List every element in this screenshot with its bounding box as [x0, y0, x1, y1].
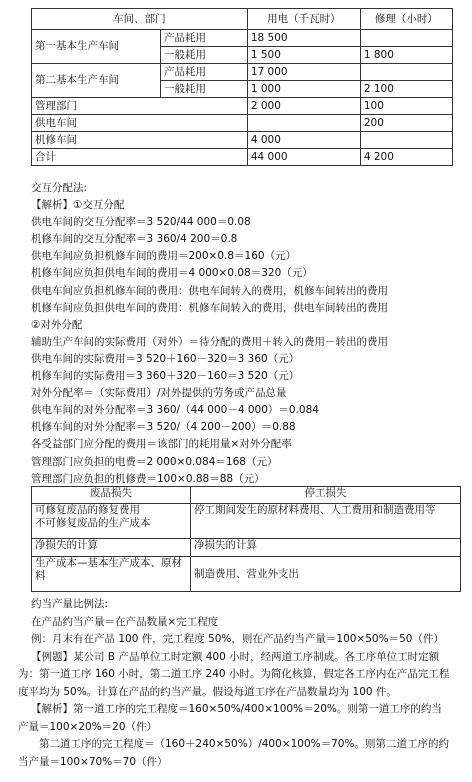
text-line: 供电车间应负担机修车间的费用：供电车间转入的费用，机修车间转出的费用 — [31, 284, 388, 297]
loss-cell: 停工期间发生的原材料费用、人工费用和制造费用等 — [191, 504, 461, 539]
dept-cell: 第一基本生产车间 — [32, 30, 161, 64]
text-line: 供电车间应负担机修车间的费用＝200×0.8＝160（元） — [31, 250, 297, 263]
loss-cell: 净损失的计算 — [32, 539, 191, 557]
repair-cell: 4 200 — [360, 149, 452, 166]
text-line: 管理部门应负担的机修费＝100×0.88＝88（元） — [31, 472, 265, 485]
text-line: 交互分配法: — [31, 182, 88, 194]
header-power: 用电（千瓦时） — [247, 9, 360, 30]
header-repair: 修理（小时） — [360, 9, 452, 30]
sub-cell: 一般耗用 — [161, 81, 248, 98]
utility-allocation-table — [31, 8, 453, 166]
dept-cell: 合计 — [32, 149, 248, 166]
text-line: 机修车间应负担供电车间的费用：机修车间转入的费用，供电车间转出的费用 — [31, 301, 388, 314]
header-dept: 车间、部门 — [32, 9, 248, 30]
dept-cell: 第二基本生产车间 — [32, 64, 161, 98]
text-line: 第二道工序的完工程度＝（160＋240×50%）/400×100%＝70%。则第二道工序的约 — [18, 738, 449, 750]
text-line: 为：第一道工序 160 小时，第二道工序 240 小时。为简化核算，假定各工序内在产品完工程 — [18, 668, 450, 680]
text-line: 机修车间的对外分配率＝3 520/（4 200－200）＝0.88 — [31, 421, 296, 434]
dept-cell: 供电车间 — [32, 115, 248, 132]
loss-cell: 净损失的计算 — [191, 539, 461, 557]
text-line: 供电车间的对外分配率＝3 360/（44 000－4 000）＝0.084 — [31, 404, 319, 417]
text-line: 产量＝100×20%＝20（件） — [18, 720, 158, 733]
equivalent-units-section — [18, 596, 467, 771]
power-cell: 2 000 — [247, 98, 360, 115]
text-line: 机修车间的交互分配率＝3 360/4 200＝0.8 — [31, 233, 238, 246]
text-line: 【例题】某公司 B 产品单位工时定额 400 小时，经两道工序制成。各工序单位工时定额 — [31, 650, 440, 663]
text-line: 例：月末有在产品 100 件，完工程度 50%，则在产品约当产量＝100×50%＝50（件） — [31, 633, 444, 645]
text-line: ②对外分配 — [31, 318, 83, 331]
sub-cell: 一般耗用 — [161, 47, 248, 64]
text-line: 当产量＝100×70%＝70（件） — [18, 755, 168, 768]
power-cell: 44 000 — [247, 149, 360, 166]
text-line: 在产品约当产量＝在产品数量×完工程度 — [31, 615, 219, 628]
text-line: 管理部门应负担的电费＝2 000×0.084＝168（元） — [31, 455, 278, 468]
header-scrap-loss: 废品损失 — [32, 487, 191, 504]
text-line: 度平均为 50%。计算在产品的约当产量。假设每道工序在产品数量均为 100 件。 — [18, 685, 397, 698]
text-line: 约当产量比例法: — [31, 598, 109, 610]
text-line: 机修车间的实际费用＝3 360＋320－160＝3 520（元） — [31, 370, 300, 383]
text-line: 对外分配率＝（实际费用）/对外提供的劳务或产品总量 — [31, 387, 287, 400]
text-line: 供电车间的实际费用＝3 520＋160－320＝3 360（元） — [31, 352, 300, 365]
loss-cell: 生产成本—基本生产成本、原材料 — [32, 557, 191, 592]
dept-cell: 机修车间 — [32, 132, 248, 149]
repair-cell: 100 — [360, 98, 452, 115]
repair-cell — [360, 132, 452, 149]
power-cell: 18 500 — [247, 30, 360, 47]
text-line: 【解析】①交互分配 — [31, 199, 125, 212]
sub-cell: 产品耗用 — [161, 30, 248, 47]
text-line: 【解析】第一道工序的完工程度＝160×50%/400×100%＝20%。则第一道工序的约当 — [31, 703, 442, 715]
allocation-explanation — [31, 180, 463, 488]
text-line: 各受益部门应分配的费用＝该部门的耗用量×对外分配率 — [31, 438, 292, 451]
text-line: 机修车间应负担供电车间的费用＝4 000×0.08＝320（元） — [31, 267, 313, 280]
loss-cell: 可修复废品的修复费用 不可修复废品的生产成本 — [32, 504, 191, 539]
sub-cell: 产品耗用 — [161, 64, 248, 81]
power-cell: 4 000 — [247, 132, 360, 149]
repair-cell: 200 — [360, 115, 452, 132]
header-stoppage-loss: 停工损失 — [191, 487, 461, 504]
power-cell: 1 500 — [247, 47, 360, 64]
repair-cell: 2 100 — [360, 81, 452, 98]
repair-cell — [360, 64, 452, 81]
repair-cell: 1 800 — [360, 47, 452, 64]
loss-comparison-table — [31, 486, 461, 592]
repair-cell — [360, 30, 452, 47]
loss-cell: 制造费用、营业外支出 — [191, 557, 461, 592]
power-cell: 1 000 — [247, 81, 360, 98]
text-line: 供电车间的交互分配率＝3 520/44 000＝0.08 — [31, 216, 251, 229]
power-cell — [247, 115, 360, 132]
dept-cell: 管理部门 — [32, 98, 248, 115]
text-line: 辅助生产车间的实际费用（对外）＝待分配的费用＋转入的费用－转出的费用 — [31, 335, 388, 348]
power-cell: 17 000 — [247, 64, 360, 81]
